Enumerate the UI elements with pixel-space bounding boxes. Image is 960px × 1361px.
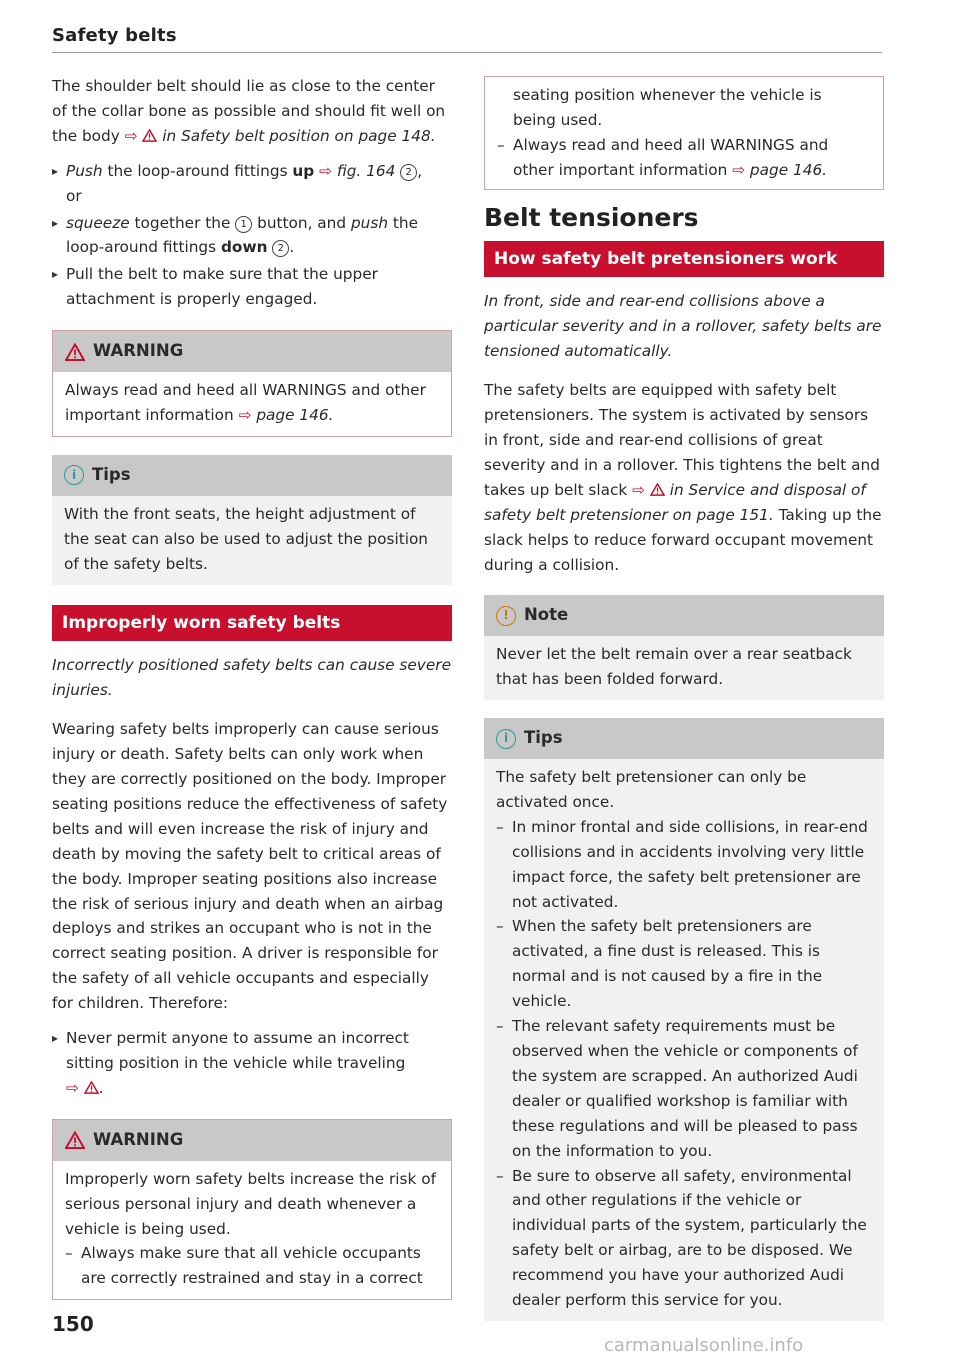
instruction-bullet-2: ▸ squeeze together the 1 button, and push the loop-around fittings down 2 . [52,211,452,261]
warning-box-1-title: WARNING [93,341,184,361]
warning-box-1 [52,330,452,437]
warning-triangle-icon [84,1081,99,1094]
warning-triangle-icon [65,1131,85,1149]
arrow-icon: ⇨ [66,1078,79,1097]
header-divider [52,52,882,53]
instruction-bullet-1: ▸ Push the loop-around fittings up ⇨ fig. 164 2 , or [52,159,452,209]
tips-box-2 [484,718,884,1321]
warning-list-item: – Always make sure that all vehicle occupants are correctly restrained and stay in a correct [65,1241,439,1291]
note-box [484,595,884,700]
callout-2-icon: 2 [400,164,417,181]
section-intro: Incorrectly positioned safety belts can cause severe injuries. [52,656,451,700]
intro-paragraph: The shoulder belt should lie as close to the center of the collar bone as possible and should fit well on the body ⇨ in Safety belt position on page 148. [52,77,446,145]
section-intro: In front, side and rear-end collisions above a particular severity and in a rollover, safety belts are tensioned automatically. [484,292,882,361]
warning-triangle-icon [650,483,665,496]
warning-box-2-title: WARNING [93,1129,184,1149]
right-column [484,74,884,1337]
arrow-icon: ⇨ [319,161,332,180]
note-box-header [484,595,884,636]
tips-list-item: – Be sure to observe all safety, environmental and other regulations if the vehicle or individual parts of the system, particularly the safety belt or airbag, are to be disposed. We recommend you have your authorized Audi dealer perform this service for you. [496,1164,872,1313]
callout-2-icon: 2 [272,240,289,257]
info-icon: i [64,465,84,485]
tips-box-2-body: The safety belt pretensioner can only be activated once. – In minor frontal and side collisions, in rear-end collisions and in accidents involving very little impact force, the safety belt pretensioner are not activated. – When the safety belt pretensioners are activated, a fine dust is released. This is normal and is not caused by a fire in the vehicle. – The relevant safety requirements must be observed when the vehicle or components of the system are scrapped. An authorized Audi dealer or qualified workshop is familiar with these regulations and will be pleased to pass on the information to you. – Be sure to observe all safety, environmental and other regulations if the vehicle or individual parts of the system, particularly the safety belt or airbag, are to be disposed. We recommend you have your authorized Audi dealer perform this service for you. [484,759,884,1321]
tips-list-item: – When the safety belt pretensioners are activated, a fine dust is released. This is normal and is not caused by a fire in the vehicle. [496,914,872,1014]
tips-box-1-header [52,455,452,496]
warning-box-2 [52,1119,452,1300]
warning-list-item: – Always read and heed all WARNINGS and other important information ⇨ page 146. [497,133,857,183]
arrow-icon: ⇨ [238,405,252,424]
tips-box-1-body: With the front seats, the height adjustment of the seat can also be used to adjust the position of the safety belts. [52,496,452,585]
instruction-bullet-3: ▸ Pull the belt to make sure that the upper attachment is properly engaged. [52,262,452,312]
warning-box-continued: seating position whenever the vehicle is being used. – Always read and heed all WARNINGS and other important information ⇨ page 146. [484,76,884,190]
warning-triangle-icon [142,129,157,142]
section-title-improper-belts: Improperly worn safety belts [52,605,452,642]
figure-reference-link[interactable]: fig. 164 [336,161,396,180]
warning-page-link[interactable]: page 146. [256,405,334,424]
warning-box-1-body: Always read and heed all WARNINGS and other important information ⇨ page 146. [53,372,451,436]
note-icon: ! [496,606,516,626]
section-body: The safety belts are equipped with safety belt pretensioners. The system is activated by sensors in front, side and rear-end collisions of great severity and in a rollover. This tightens the belt and takes up belt slack ⇨ in Service and disposal of safety belt pretensioner on page 151. Taking up the slack helps to reduce forward occupant movement during a collision. [484,381,882,574]
arrow-icon: ⇨ [124,126,138,145]
service-reference-link[interactable]: in Service and disposal of safety belt pretensioner on page 151. [484,480,866,524]
tips-box-2-title: Tips [524,728,563,748]
note-box-body: Never let the belt remain over a rear seatback that has been folded forward. [484,636,884,700]
left-column [52,74,452,1316]
tips-box-1-title: Tips [92,464,131,484]
arrow-icon: ⇨ [732,160,746,179]
section-bullet: ▸ Never permit anyone to assume an incorrect sitting position in the vehicle while traveling ⇨ . [52,1026,452,1101]
warning-box-1-header [53,331,451,372]
callout-1-icon: 1 [235,216,252,233]
page-header-title: Safety belts [52,25,177,46]
chapter-heading: Belt tensioners [484,202,699,232]
warning-box-2-header [53,1120,451,1161]
page-number: 150 [52,1312,94,1336]
intro-reference-link[interactable]: in Safety belt position on page 148. [162,126,436,145]
tips-list-item: – In minor frontal and side collisions, in rear-end collisions and in accidents involving very little impact force, the safety belt pretensioner are not activated. [496,815,872,915]
warning-box-2-body: Improperly worn safety belts increase the risk of serious personal injury and death whenever a vehicle is being used. – Always make sure that all vehicle occupants are correctly restrained and stay in a correct [53,1161,451,1300]
tips-list-item: – The relevant safety requirements must be observed when the vehicle or components of the system are scrapped. An authorized Audi dealer or qualified workshop is familiar with these regulations and will be pleased to pass on the information to you. [496,1014,872,1163]
section-body: Wearing safety belts improperly can cause serious injury or death. Safety belts can only work when they are correctly positioned on the body. Improper seating positions reduce the effectiveness of safety belts and will even increase the risk of injury and death by moving the safety belt to critical areas of the body. Improper seating positions also increase the risk of serious injury and death when an airbag deploys and strikes an occupant who is not in the correct seating position. A driver is responsible for the safety of all vehicle occupants and especially for children. Therefore: [52,720,448,1013]
note-box-title: Note [524,605,569,625]
arrow-icon: ⇨ [632,480,645,499]
info-icon: i [496,729,516,749]
tips-box-2-header [484,718,884,759]
warning-triangle-icon [65,343,85,361]
watermark: carmanualsonline.info [604,1335,804,1356]
section-title-pretensioners: How safety belt pretensioners work [484,241,884,278]
tips-box-1 [52,455,452,585]
warning-page-link[interactable]: page 146. [749,160,828,179]
